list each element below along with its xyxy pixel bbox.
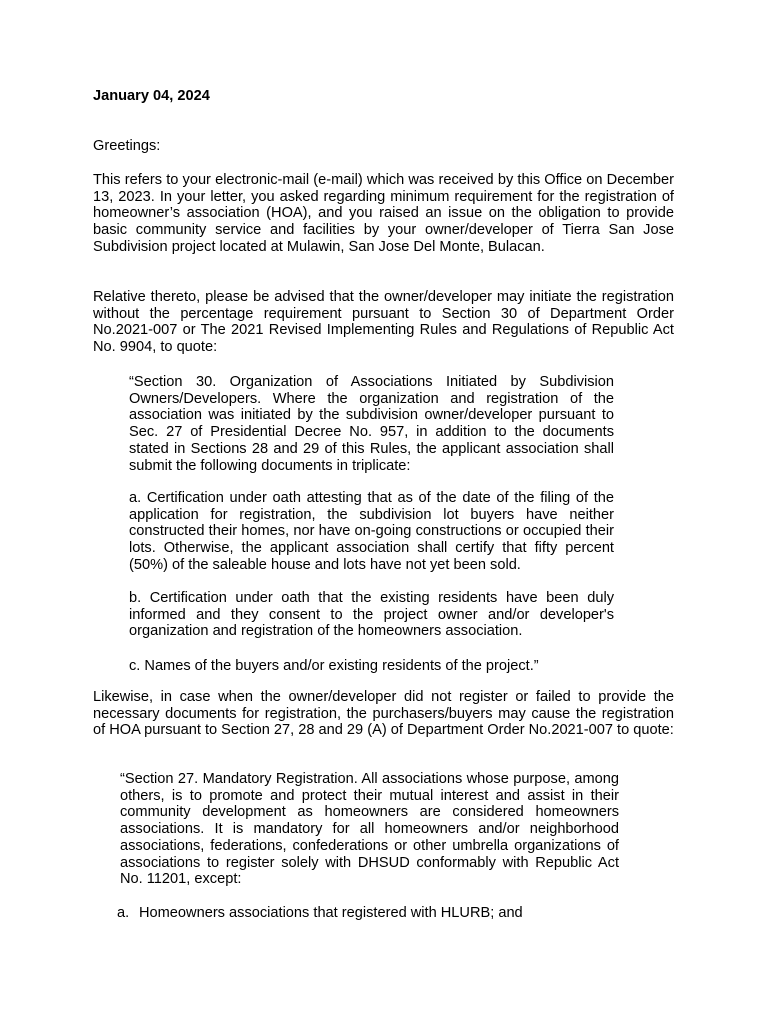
letter-greeting: Greetings: [93,138,161,154]
paragraph-developer-registration: Relative thereto, please be advised that the owner/developer may initiate the registration without the percentage requirement pursuant to Section 30 of Department Order No.2021-007 or The 2021 Revised Implementing Rules and Regulations of Republic Act No. 9904, to quote: [93,289,674,356]
list-item-text: Homeowners associations that registered with HLURB; and [139,905,523,921]
quote-section-27: “Section 27. Mandatory Registration. All associations whose purpose, among others, is to promote and protect their mutual interest and assist in their community development as homeowners are considered homeowners associations. It is mandatory for all homeowners and/or neighborhood associations, federations, confederations or other umbrella organizations of associations to register solely with DHSUD conformably with Republic Act No. 11201, except: [120,771,619,888]
paragraph-email-reference: This refers to your electronic-mail (e-mail) which was received by this Office on December 13, 2023. In your letter, you asked regarding minimum requirement for the registration of homeowner’s association (HOA), and you raised an issue on the obligation to provide basic community service and facilities by your owner/developer of Tierra San Jose Subdivision project located at Mulawin, San Jose Del Monte, Bulacan. [93,172,674,255]
quote-section-30: “Section 30. Organization of Associations Initiated by Subdivision Owners/Developers. Where the organization and registration of the association was initiated by the subdivision owner/developer pursuant to Sec. 27 of Presidential Decree No. 957, in addition to the documents stated in Sections 28 and 29 of this Rules, the applicant association shall submit the following documents in triplicate: [129,374,614,474]
list-marker: a. [117,905,130,921]
quote-item-b: b. Certification under oath that the existing residents have been duly informed and they consent to the project owner and/or developer's organization and registration of the homeowners association. [129,590,614,640]
paragraph-buyers-registration: Likewise, in case when the owner/developer did not register or failed to provide the necessary documents for registration, the purchasers/buyers may cause the registration of HOA pursuant to Section 27, 28 and 29 (A) of Department Order No.2021-007 to quote: [93,689,674,739]
exception-list-item [117,905,523,922]
letter-date: January 04, 2024 [93,88,210,104]
quote-item-a: a. Certification under oath attesting that as of the date of the filing of the application for registration, the subdivision lot buyers have neither constructed their homes, nor have on-going constructions or occupied their lots. Otherwise, the applicant association shall certify that fifty percent (50%) of the saleable house and lots have not yet been sold. [129,490,614,573]
quote-item-c: c. Names of the buyers and/or existing residents of the project.” [129,658,539,674]
